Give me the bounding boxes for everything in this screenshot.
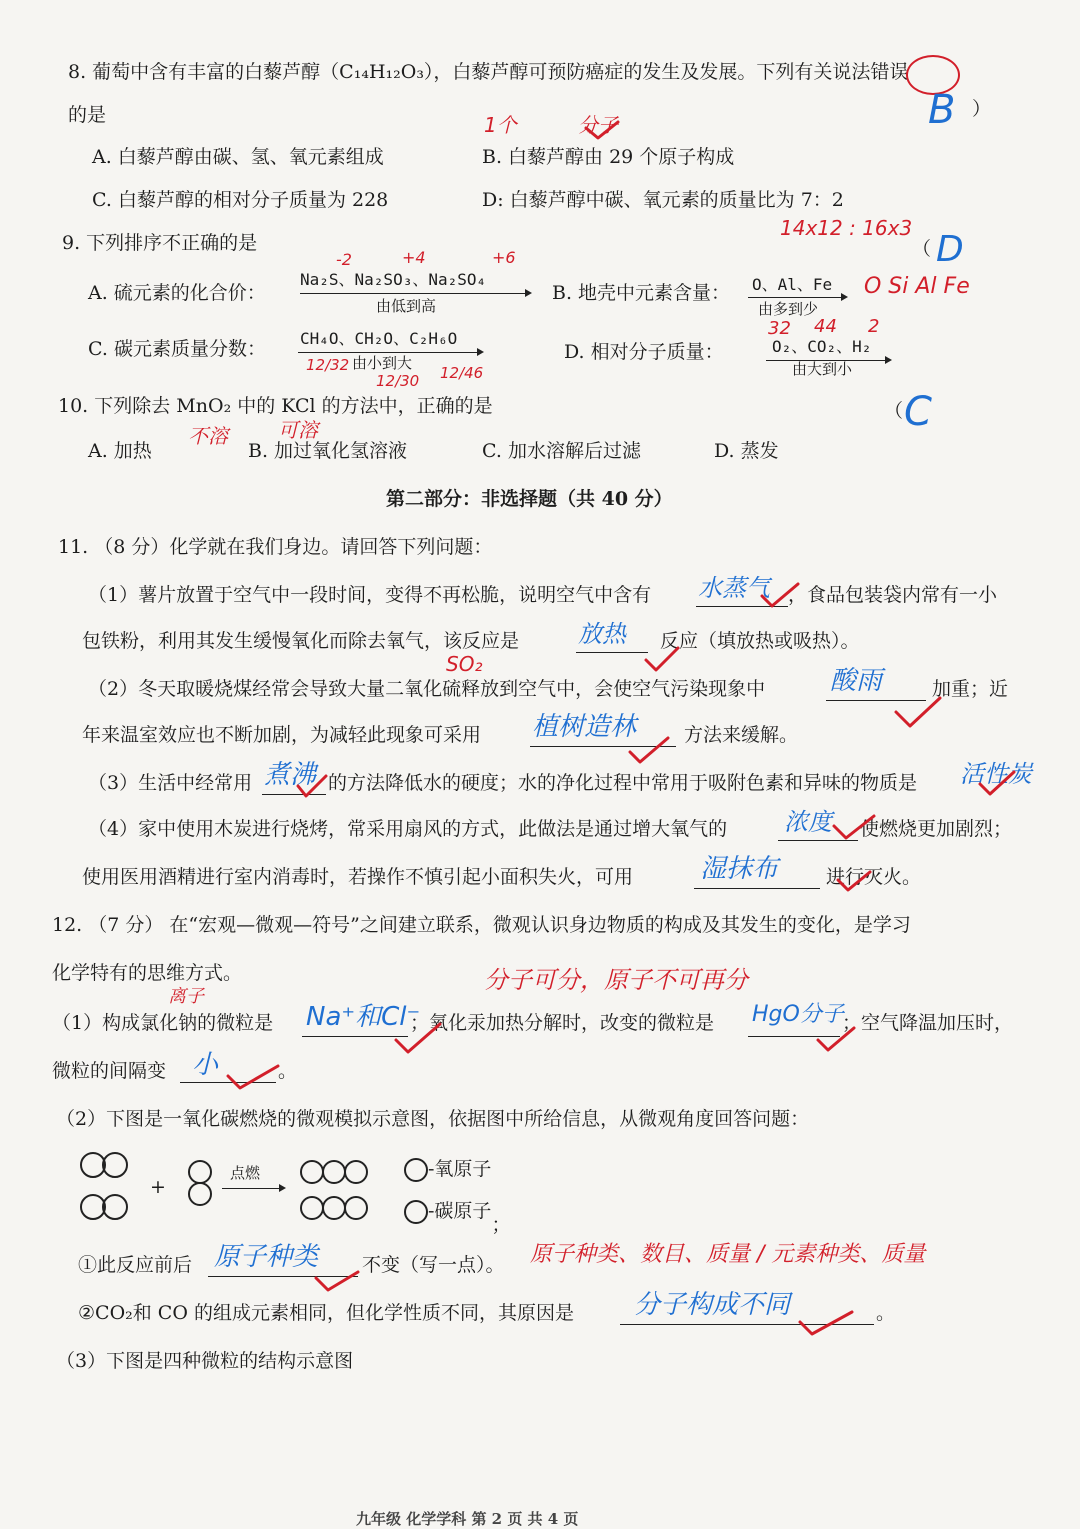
q12-note-s1: 原子种类、数目、质量 / 元素种类、质量 xyxy=(530,1242,926,1267)
q12-1-text-c: ；空气降温加压时， xyxy=(842,1012,1014,1034)
check-mark xyxy=(896,698,940,726)
q12-answer-2: HgO分子 xyxy=(752,1002,844,1027)
q9-a-val1: -2 xyxy=(336,250,352,269)
q9-b-label: B. 地壳中元素含量： xyxy=(552,282,731,304)
legend-carbon-label: -碳原子； xyxy=(428,1200,511,1236)
q9-d-dir: 由大到小 xyxy=(792,360,853,378)
q10-option-d: D. 蒸发 xyxy=(714,440,779,462)
q10-bracket: （ xyxy=(884,400,904,422)
q9-b-dir: 由多到少 xyxy=(758,300,819,318)
q12-stem: 12. （7 分） 在“宏观—微观—符号”之间建立联系，微观认识身边物质的构成及其发生的变化，是学习 xyxy=(52,914,911,936)
q9-d-seq: O₂、CO₂、H₂ xyxy=(772,337,872,356)
q11-1-text-a: （1）薯片放置于空气中一段时间，变得不再松脆，说明空气中含有 xyxy=(88,584,652,606)
q11-4-text-d: 进行灭火。 xyxy=(826,866,922,888)
legend-oxygen-label: -氧原子 xyxy=(428,1158,492,1180)
q12-2-text: （2）下图是一氧化碳燃烧的微观模拟示意图，依据图中所给信息，从微观角度回答问题： xyxy=(56,1108,810,1130)
q9-a-seq: Na₂S、Na₂SO₃、Na₂SO₄ xyxy=(300,270,487,289)
q9-a-dir: 由低到高 xyxy=(376,297,437,315)
q11-4-text-c: 使用医用酒精进行室内消毒时，若操作不慎引起小面积失火，可用 xyxy=(82,866,634,888)
q9-a-label: A. 硫元素的化合价： xyxy=(88,282,266,304)
q9-answer: D xyxy=(936,229,964,270)
q11-note-so2: SO₂ xyxy=(446,652,483,676)
q9-d-label: D. 相对分子质量： xyxy=(564,341,724,363)
q10-option-a: A. 加热 xyxy=(88,440,152,462)
check-mark xyxy=(396,1024,440,1052)
q10-answer: C xyxy=(904,389,932,435)
q12-1-text-a: （1）构成氯化钠的微粒是 xyxy=(52,1012,274,1034)
q11-2-text-c: 年来温室效应也不断加剧，为减轻此现象可采用 xyxy=(82,724,482,746)
q12-s2-text-a: ②CO₂和 CO 的组成元素相同，但化学性质不同，其原因是 xyxy=(78,1302,574,1324)
q11-answer-4: 植树造林 xyxy=(532,712,637,742)
check-mark xyxy=(228,1066,278,1088)
q11-answer-6: 活性炭 xyxy=(960,760,1032,788)
q8-option-c: C. 白藜芦醇的相对分子质量为 228 xyxy=(92,189,389,211)
q12-note-nacl: 离子 xyxy=(168,986,204,1007)
q11-3-text-b: 的方法降低水的硬度；水的净化过程中常用于吸附色素和异味的物质是 xyxy=(328,772,918,794)
q10-stem: 10. 下列除去 MnO₂ 中的 KCl 的方法中，正确的是 xyxy=(58,395,493,417)
q10-option-c: C. 加水溶解后过滤 xyxy=(482,440,641,462)
check-mark xyxy=(646,648,678,670)
q11-1-text-c: 包铁粉，利用其发生缓慢氧化而除去氧气，该反应是 xyxy=(82,630,520,652)
q9-c-label: C. 碳元素质量分数： xyxy=(88,338,266,360)
check-mark xyxy=(834,816,874,838)
q9-a-val3: +6 xyxy=(492,248,516,267)
q9-c-val1: 12/32 xyxy=(306,356,350,374)
q12-note-top: 分子可分，原子不可再分 xyxy=(484,966,748,994)
q11-4-text-b: 使燃烧更加剧烈； xyxy=(860,818,1013,840)
q11-answer-1: 水蒸气 xyxy=(698,574,770,602)
q12-answer-3: 小 xyxy=(192,1050,219,1080)
q9-bracket: （ xyxy=(912,238,932,260)
q11-1-text-b: ，食品包装袋内常有一小 xyxy=(788,584,998,606)
plus-sign: + xyxy=(150,1176,166,1198)
q12-s2-text-b: 。 xyxy=(876,1302,896,1324)
q8-answer: B xyxy=(928,87,956,133)
q9-stem: 9. 下列排序不正确的是 xyxy=(62,232,258,254)
q12-3-text: （3）下图是四种微粒的结构示意图 xyxy=(56,1350,354,1372)
q11-answer-7: 浓度 xyxy=(784,808,832,836)
q12-answer-1: Na⁺和Cl⁻ xyxy=(306,1002,421,1032)
q12-stem-cont: 化学特有的思维方式。 xyxy=(52,962,243,984)
q12-1-text-d: 微粒的间隔变 xyxy=(52,1060,167,1082)
q12-s1-text-b: 不变（写一点）。 xyxy=(362,1254,505,1276)
q11-2-text-d: 方法来缓解。 xyxy=(684,724,799,746)
q12-1-text-b: ；氧化汞加热分解时，改变的微粒是 xyxy=(410,1012,715,1034)
q12-1-text-e: 。 xyxy=(278,1060,298,1082)
check-mark xyxy=(762,584,798,606)
q9-b-seq: O、Al、Fe xyxy=(752,275,833,294)
q8-option-a: A. 白藜芦醇由碳、氢、氧元素组成 xyxy=(92,146,384,168)
q9-c-val2: 12/30 xyxy=(376,372,420,390)
q9-c-seq: CH₄O、CH₂O、C₂H₆O xyxy=(300,329,458,348)
q9-d-val1: 32 xyxy=(768,318,791,339)
q9-d-val3: 2 xyxy=(868,316,880,337)
check-mark xyxy=(980,772,1014,794)
q8-note-d: 14x12 : 16x3 xyxy=(780,216,913,240)
q10-note2: 可溶 xyxy=(278,418,318,442)
q11-answer-2: 放热 xyxy=(578,620,626,648)
q11-answer-5: 煮沸 xyxy=(264,760,317,790)
q11-2-text-b: 加重；近 xyxy=(932,678,1009,700)
check-mark xyxy=(818,1028,854,1050)
q9-b-note: O Si Al Fe xyxy=(864,274,970,299)
q8-bracket: ） xyxy=(972,98,992,120)
q11-3-text-a: （3）生活中经常用 xyxy=(88,772,253,794)
reaction-condition: 点燃 xyxy=(230,1164,261,1182)
q8-note-b1: 1个 xyxy=(484,113,517,137)
q11-2-text-a: （2）冬天取暖烧煤经常会导致大量二氧化硫释放到空气中，会使空气污染现象中 xyxy=(88,678,766,700)
q8-option-b: B. 白藜芦醇由 29 个原子构成 xyxy=(482,146,735,168)
check-mark xyxy=(298,776,326,796)
q9-d-val2: 44 xyxy=(814,316,837,337)
q8-option-d: D: 白藜芦醇中碳、氧元素的质量比为 7：2 xyxy=(482,189,844,211)
q11-stem: 11. （8 分）化学就在我们身边。请回答下列问题： xyxy=(58,536,493,558)
check-mark xyxy=(800,1312,852,1334)
q11-1-text-d: 反应（填放热或吸热）。 xyxy=(660,630,860,652)
q11-answer-3: 酸雨 xyxy=(830,666,883,696)
q10-note1: 不溶 xyxy=(188,424,228,448)
part2-heading: 第二部分：非选择题（共 40 分） xyxy=(386,488,673,510)
q12-s1-text-a: ①此反应前后 xyxy=(78,1254,193,1276)
q12-answer-5: 分子构成不同 xyxy=(634,1290,791,1320)
q8-note-b2: 分子 xyxy=(578,113,618,137)
check-mark xyxy=(316,1272,358,1290)
q9-c-val3: 12/46 xyxy=(440,364,484,382)
q9-a-val2: +4 xyxy=(402,248,426,267)
q8-stem: 8. 葡萄中含有丰富的白藜芦醇（C₁₄H₁₂O₃），白藜芦醇可预防癌症的发生及发展。下列有关说法错误 xyxy=(68,61,909,83)
check-mark xyxy=(838,872,870,890)
q8-stem-cont: 的是 xyxy=(68,104,107,126)
page-footer: 九年级 化学学科 第 2 页 共 4 页 xyxy=(356,1510,579,1528)
q10-option-b: B. 加过氧化氢溶液 xyxy=(248,440,408,462)
q9-c-dir: 由小到大 xyxy=(352,354,413,372)
q11-4-text-a: （4）家中使用木炭进行烧烤，常采用扇风的方式，此做法是通过增大氧气的 xyxy=(88,818,728,840)
q12-answer-4: 原子种类 xyxy=(214,1242,319,1272)
q11-answer-8: 湿抹布 xyxy=(700,854,779,884)
check-mark xyxy=(586,122,618,138)
check-mark xyxy=(630,738,668,762)
